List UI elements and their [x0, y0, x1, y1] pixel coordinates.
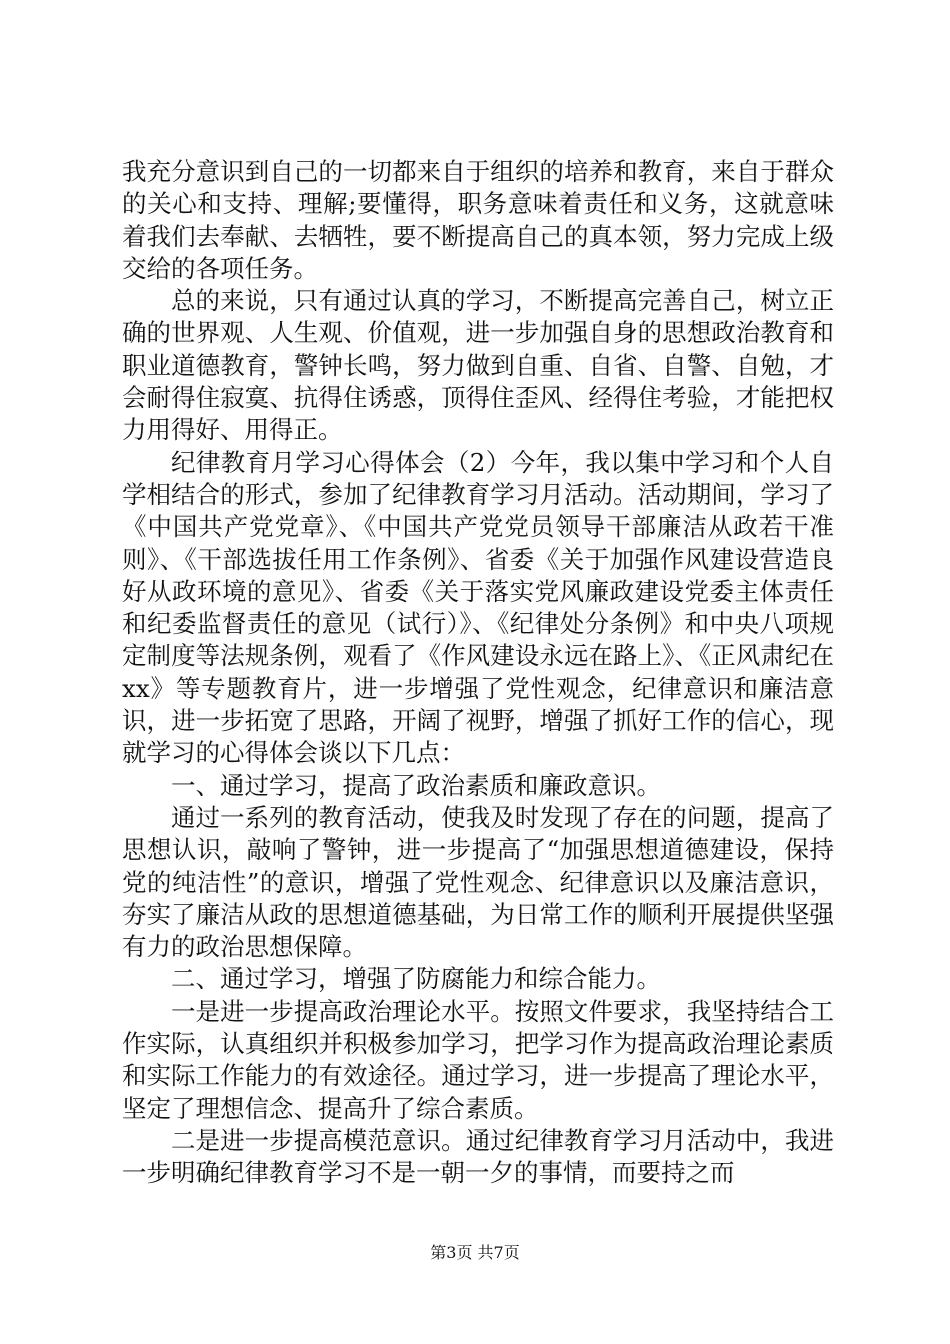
section-heading-1: 一、通过学习，提高了政治素质和廉政意识。: [171, 770, 661, 800]
section-heading-2: 二、通过学习，增强了防腐能力和综合能力。: [171, 964, 661, 994]
paragraph-4: 通过一系列的教育活动，使我及时发现了存在的问题，提高了思想认识，敲响了警钟，进一步提高了“加强思想道德建设，保持党的纯洁性”的意识，增强了党性观念、纪律意识以及廉洁意识，夯实了廉洁从政的思想道德基础，为日常工作的顺利开展提供坚强有力的政治思想保障。: [122, 802, 834, 962]
paragraph-2: 总的来说，只有通过认真的学习，不断提高完善自己，树立正确的世界观、人生观、价值观，进一步加强自身的思想政治教育和职业道德教育，警钟长鸣，努力做到自重、自省、自警、自勉，才会耐得住寂寞、抗得住诱惑，顶得住歪风、经得住考验，才能把权力用得好、用得正。: [122, 286, 834, 445]
page-number-footer: 第3页 共7页: [430, 1243, 520, 1262]
paragraph-1: 我充分意识到自己的一切都来自于组织的培养和教育，来自于群众的关心和支持、理解;要懂得，职务意味着责任和义务，这就意味着我们去奉献、去牺牲，要不断提高自己的真本领，努力完成上级交给的各项任务。: [122, 157, 834, 283]
paragraph-3: 纪律教育月学习心得体会（2）今年，我以集中学习和个人自学相结合的形式，参加了纪律教育学习月活动。活动期间，学习了《中国共产党党章》、《中国共产党党员领导干部廉洁从政若干准则》、《干部选拔任用工作条例》、省委《关于加强作风建设营造良好从政环境的意见》、省委《关于落实党风廉政建设党委主体责任和纪委监督责任的意见（试行）》、《纪律处分条例》和中央八项规定制度等法规条例，观看了《作风建设永远在路上》、《正风肃纪在xx》等专题教育片，进一步增强了党性观念，纪律意识和廉洁意识，进一步拓宽了思路，开阔了视野，增强了抓好工作的信心，现就学习的心得体会谈以下几点：: [122, 447, 834, 768]
document-body: [122, 156, 834, 1190]
paragraph-6: 二是进一步提高模范意识。通过纪律教育学习月活动中，我进一步明确纪律教育学习不是一朝一夕的事情，而要持之而: [122, 1125, 834, 1188]
paragraph-5: 一是进一步提高政治理论水平。按照文件要求，我坚持结合工作实际，认真组织并积极参加学习，把学习作为提高政治理论素质和实际工作能力的有效途径。通过学习，进一步提高了理论水平，坚定了理想信念、提高升了综合素质。: [122, 996, 834, 1123]
